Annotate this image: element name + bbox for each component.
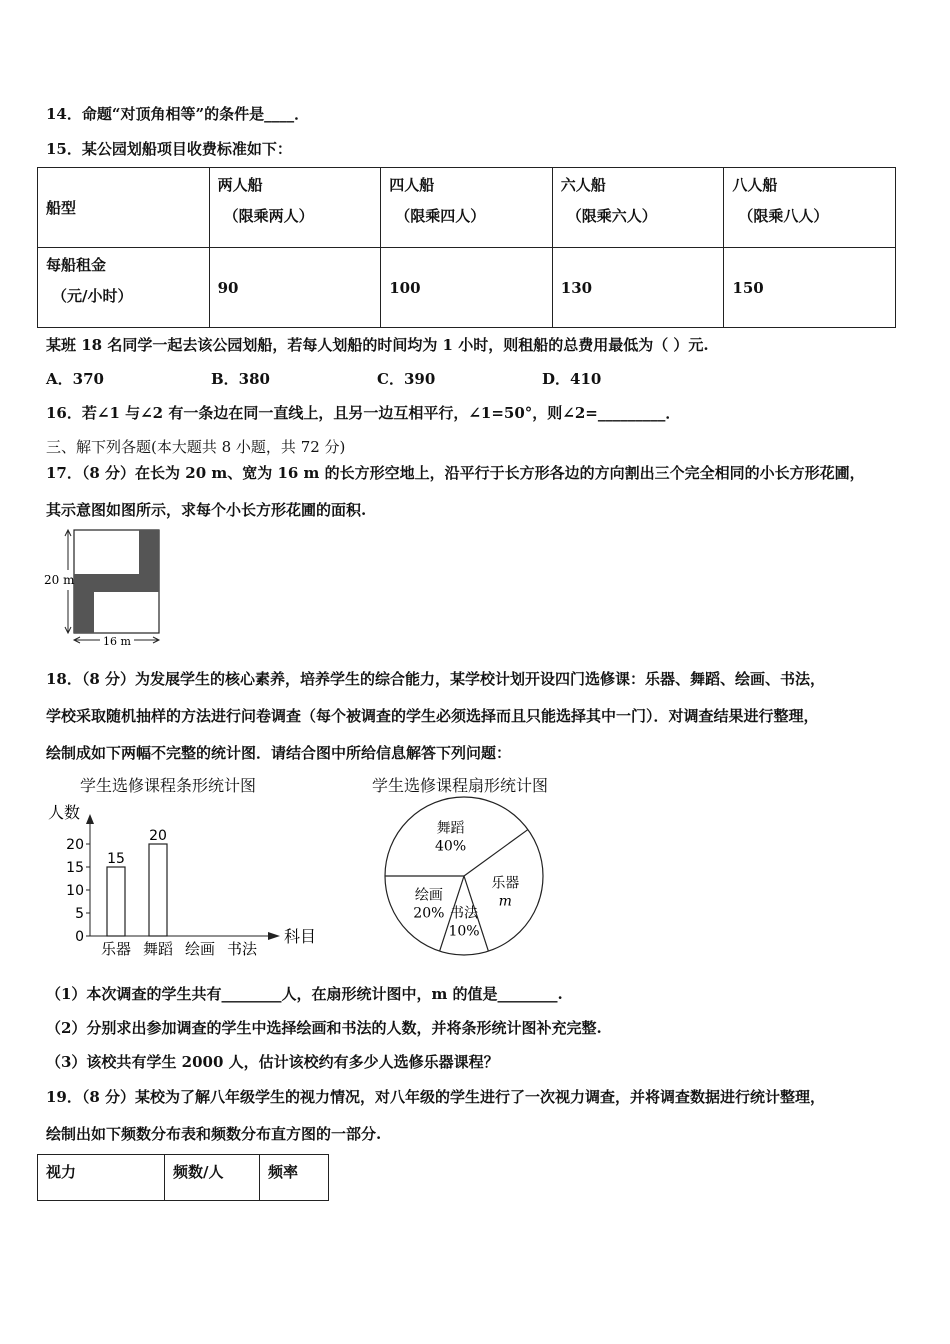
y-tick-label: 10	[66, 883, 84, 899]
option-c: C．390	[377, 370, 436, 388]
height-label: 20 m	[44, 573, 75, 587]
question-16: 16．若∠1 与∠2 有一条边在同一直线上，且另一边互相平行，∠1=50°，则∠2=_________．	[46, 404, 681, 422]
section-heading: 三、解下列各题(本大题共 8 小题，共 72 分)	[46, 438, 346, 456]
vision-table	[37, 1154, 329, 1201]
option-b: B．380	[211, 370, 270, 388]
table-header-cell: 频率	[260, 1155, 329, 1201]
boat-fee-table	[37, 167, 896, 328]
x-tick-label: 乐器	[100, 940, 132, 958]
question-14: 14．命题“对顶角相等”的条件是____．	[46, 105, 310, 123]
bar	[149, 844, 167, 936]
pie-slice-label: 乐器	[491, 875, 520, 892]
table-header-cell: 每船租金 （元/小时）	[38, 248, 210, 328]
table-cell: 六人船 （限乘六人）	[552, 168, 724, 248]
y-tick-label: 5	[75, 906, 84, 922]
pie-slice-label: 绘画	[414, 887, 443, 904]
question-19-line1: 19．（8 分）某校为了解八年级学生的视力情况，对八年级的学生进行了一次视力调查，并将调查数据进行统计整理，	[46, 1088, 826, 1106]
y-tick-label: 0	[75, 929, 84, 945]
table-header-cell: 视力	[38, 1155, 165, 1201]
pie-slice-value: 10%	[448, 923, 480, 940]
table-header-cell: 频数/人	[165, 1155, 260, 1201]
question-18-sub1: （1）本次调查的学生共有________人，在扇形统计图中，m 的值是________.	[46, 985, 563, 1003]
table-cell: 90	[209, 248, 381, 328]
pie-slice-value: m	[498, 893, 512, 910]
option-d: D．410	[542, 370, 602, 388]
question-18-line1: 18．（8 分）为发展学生的核心素养，培养学生的综合能力，某学校计划开设四门选修课：乐器、舞蹈、绘画、书法，	[46, 670, 826, 688]
table-cell: 两人船 （限乘两人）	[209, 168, 381, 248]
width-label: 16 m	[103, 635, 131, 648]
pie-slice-value: 40%	[435, 838, 467, 855]
question-15-intro: 15．某公园划船项目收费标准如下：	[46, 140, 292, 158]
y-axis-label: 人数	[48, 803, 81, 822]
table-cell: 四人船 （限乘四人）	[381, 168, 553, 248]
question-19-line2: 绘制出如下频数分布表和频数分布直方图的一部分.	[46, 1125, 382, 1143]
question-15-text: 某班 18 名同学一起去该公园划船，若每人划船的时间均为 1 小时，则租船的总费用最低为（ ）元.	[46, 336, 709, 354]
bar	[107, 867, 125, 936]
question-18-sub3: （3）该校共有学生 2000 人，估计该校约有多少人选修乐器课程？	[46, 1053, 499, 1071]
bar-chart	[42, 798, 332, 966]
x-tick-label: 书法	[226, 940, 258, 958]
option-a: A．370	[46, 370, 104, 388]
table-cell: 100	[381, 248, 553, 328]
table-cell: 150	[724, 248, 896, 328]
bar-chart-title: 学生选修课程条形统计图	[80, 776, 257, 795]
question-18-line2: 学校采取随机抽样的方法进行问卷调查（每个被调查的学生必须选择而且只能选择其中一门）．对调查结果进行整理，	[46, 707, 819, 725]
pie-chart-title: 学生选修课程扇形统计图	[372, 776, 549, 795]
bar-data-label: 20	[149, 828, 167, 844]
question-17-line1: 17．（8 分）在长为 20 m、宽为 16 m 的长方形空地上，沿平行于长方形各边的方向割出三个完全相同的小长方形花圃，	[46, 464, 865, 482]
x-axis-label: 科目	[284, 927, 317, 946]
table-cell: 八人船 （限乘八人）	[724, 168, 896, 248]
y-tick-label: 15	[66, 860, 84, 876]
x-tick-label: 绘画	[184, 940, 216, 958]
pie-slice-label: 舞蹈	[436, 820, 465, 837]
bar-data-label: 15	[107, 851, 125, 867]
pie-chart	[380, 796, 555, 961]
table-header-cell: 船型	[38, 168, 210, 248]
question-18-line3: 绘制成如下两幅不完整的统计图．请结合图中所给信息解答下列问题：	[46, 744, 512, 762]
pie-slice-label: 书法	[450, 905, 478, 922]
question-18-sub2: （2）分别求出参加调查的学生中选择绘画和书法的人数，并将条形统计图补充完整.	[46, 1019, 602, 1037]
garden-figure	[42, 526, 172, 651]
x-tick-label: 舞蹈	[142, 940, 174, 958]
table-cell: 130	[552, 248, 724, 328]
y-tick-label: 20	[66, 837, 84, 853]
pie-slice-value: 20%	[413, 905, 445, 922]
question-17-line2: 其示意图如图所示，求每个小长方形花圃的面积.	[46, 501, 367, 519]
